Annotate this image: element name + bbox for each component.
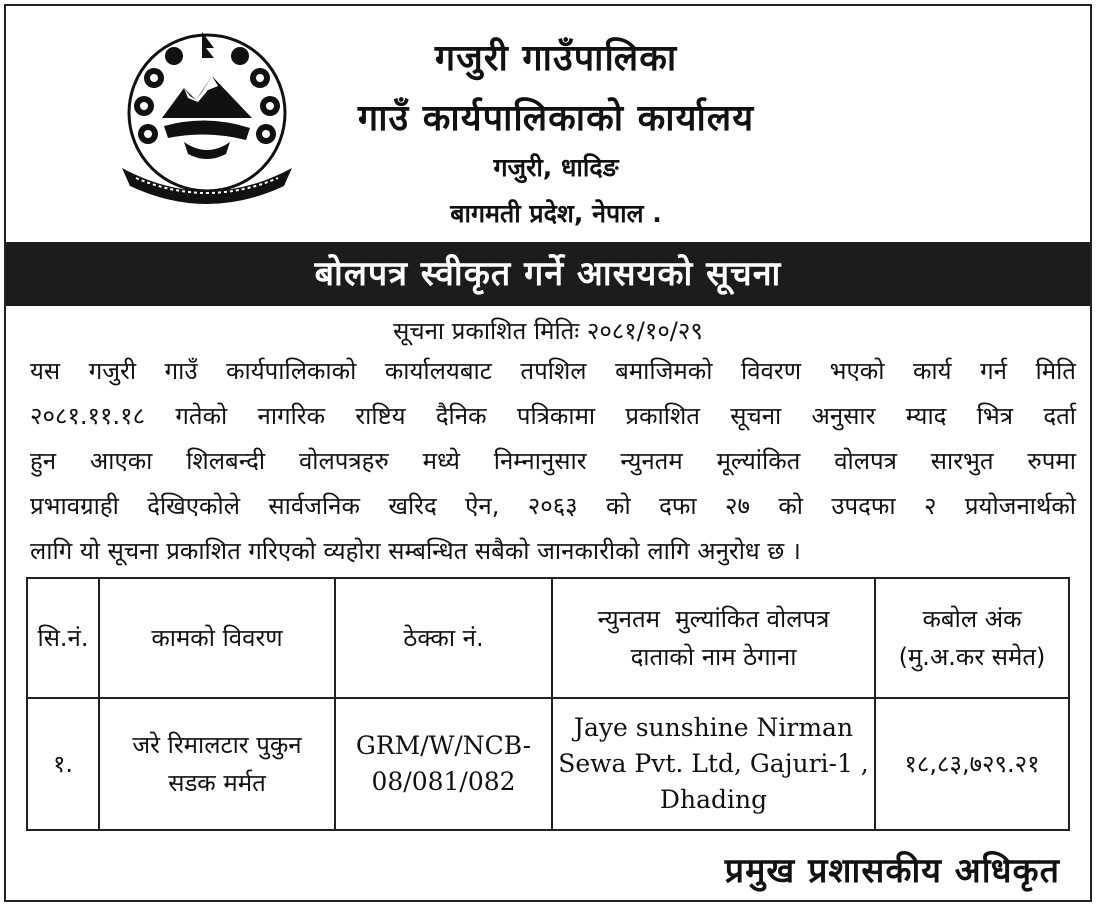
header-contract-no: ठेक्का नं. (403, 624, 484, 652)
municipality-name: गजुरी गाउँपालिका (434, 38, 678, 79)
publish-date: सूचना प्रकाशित मितिः २०८१/१०/२९ (393, 317, 703, 345)
row1-bidder (553, 699, 874, 829)
header-bidder (553, 579, 874, 697)
body-line-2: २०८१.११.१८ गतेको नागरिक राष्टिय दैनिक पत्रिकामा प्रकाशित सूचना अनुसार म्याद भित्र दर्ता (30, 402, 1076, 430)
header-bidder-line1: न्युनतम मुल्यांकित वोलपत्र (597, 605, 830, 633)
body-line-5: लागि यो सूचना प्रकाशित गरिएको व्यहोरा सम्बन्धित सबैको जानकारीको लागि अनुरोध छ । (30, 537, 801, 565)
nepal-government-emblem-icon (114, 18, 300, 208)
row1-contract-line2: 08/081/082 (371, 767, 516, 796)
header-bidder-line2: दाताको नाम ठेगाना (630, 643, 797, 671)
header-amount-line1: कबोल अंक (922, 605, 1022, 633)
notice-title-banner (6, 242, 1090, 306)
notice-page (4, 4, 1092, 902)
row1-bidder-line3: Dhading (659, 785, 768, 814)
row1-contract-line1: GRM/W/NCB- (355, 731, 532, 760)
row1-bidder-line1: Jaye sunshine Nirman (573, 713, 854, 742)
row1-bidder-line2: Sewa Pvt. Ltd, Gajuri-1 , (558, 749, 869, 778)
notice-title: बोलपत्र स्वीकृत गर्ने आसयको सूचना (314, 254, 782, 294)
body-line-4: प्रभावग्राही देखिएकोले सार्वजनिक खरिद ऐन, २०६३ को दफा २७ को उपदफा २ प्रयोजनार्थको (30, 492, 1076, 520)
row1-description-line2: सडक मर्मत (168, 769, 266, 797)
office-name: गाउँ कार्यपालिकाको कार्यालय (357, 98, 755, 139)
row1-sn: १. (52, 750, 74, 778)
row1-amount: १८,८३,७२९.२१ (904, 750, 1040, 778)
body-line-1: यस गजुरी गाउँ कार्यपालिकाको कार्यालयबाट तपशिल बमाजिमको विवरण भएको कार्य गर्न मिति (30, 357, 1076, 385)
header-amount-line2: (मु.अ.कर समेत) (898, 643, 1046, 671)
province-country: बागमती प्रदेश, नेपाल . (450, 199, 662, 228)
signatory-title: प्रमुख प्रशासकीय अधिकृत (724, 851, 1060, 891)
office-location: गजुरी, धादिङ (493, 153, 619, 182)
row1-description-line1: जरे रिमालटार पुकुन (132, 731, 302, 759)
body-line-3: हुन आएका शिलबन्दी वोलपत्रहरु मध्ये निम्नानुसार न्युनतम मूल्यांकित वोलपत्र सारभुत रुपमा (30, 447, 1076, 475)
header-sn: सि.नं. (37, 624, 89, 652)
row1-contract-no (336, 699, 551, 829)
row1-description (100, 699, 334, 829)
header-description: कामको विवरण (151, 624, 283, 652)
header-amount (876, 579, 1068, 697)
bid-table (26, 577, 1070, 831)
